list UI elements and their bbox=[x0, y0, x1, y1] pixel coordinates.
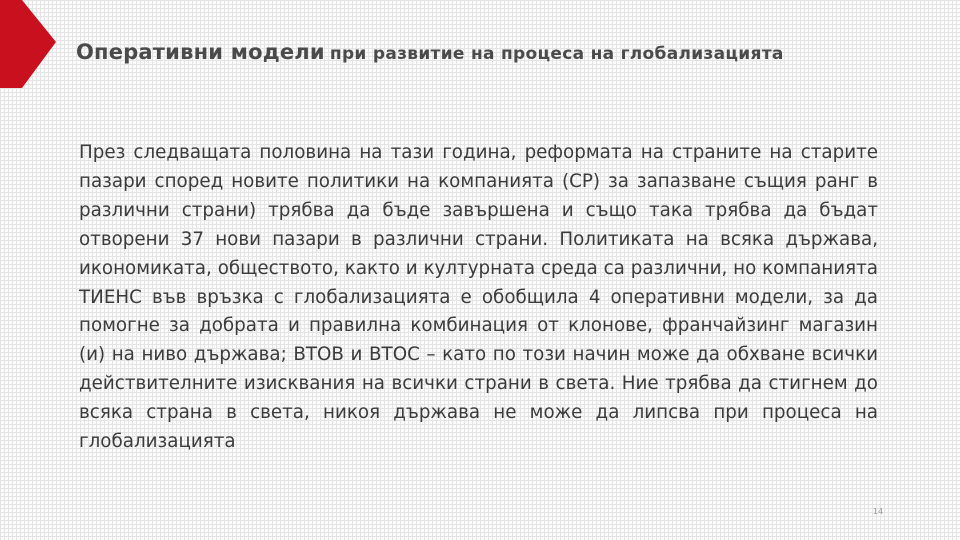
title-main: Оперативни модели bbox=[76, 40, 325, 64]
body-paragraph: През следващата половина на тази година, реформата на страните на старите пазари според новите политики на компанията (СР) за запазване същия ранг в различни страни) трябва да бъде завършена и също така трябва да бъдат отворени 37 нови пазари в различни страни. Политиката на всяка държава, икономиката, обществото, както и културната среда са различни, но компанията ТИЕНС във връзка с глобализацията е обобщила 4 оперативни модели, за да помогне за добрата и правилна комбинация от клонове, франчайзинг магазин (и) на ниво държава; ВТОВ и ВТОС – като по този начин може да обхване всички действителните изисквания на всички страни в света. Ние трябва да стигнем до всяка страна в света, никоя държава не може да липсва при процеса на глобализацията bbox=[79, 142, 878, 453]
title-rest: при развитие на процеса на глобализацията bbox=[329, 44, 784, 64]
page-number: 14 bbox=[872, 507, 884, 516]
red-corner-shape bbox=[0, 0, 56, 94]
slide-title bbox=[76, 37, 946, 69]
